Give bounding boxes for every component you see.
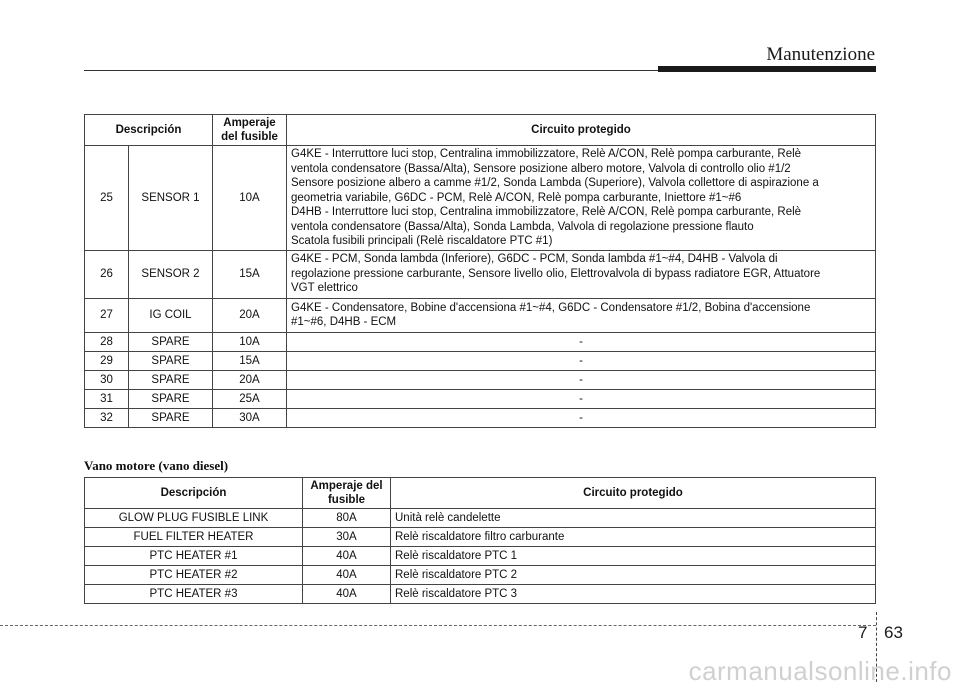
fuse-number-cell: 30 (85, 370, 129, 389)
fuse-circuit-cell: Unità relè candelette (391, 509, 876, 528)
watermark: carmanualsonline.info (688, 656, 952, 686)
chapter-number: 7 (858, 623, 868, 642)
fuse-amperage-cell: 10A (213, 146, 287, 251)
fuse-circuit-cell: - (287, 370, 876, 389)
fuse-description-cell: GLOW PLUG FUSIBLE LINK (85, 509, 303, 528)
column-header-description: Descripción (85, 115, 213, 146)
fuse-description-cell: IG COIL (129, 298, 213, 332)
fuse-circuit-cell: - (287, 332, 876, 351)
fuse-table-engine (84, 114, 876, 428)
fuse-amperage-cell: 40A (303, 547, 391, 566)
fuse-amperage-cell: 40A (303, 566, 391, 585)
fuse-number-cell: 31 (85, 389, 129, 408)
fuse-amperage-cell: 10A (213, 332, 287, 351)
fuse-description-cell: SENSOR 2 (129, 250, 213, 298)
table-row (85, 351, 876, 370)
fuse-circuit-cell: - (287, 389, 876, 408)
column-header-circuit: Circuito protegido (287, 115, 876, 146)
table-row (85, 250, 876, 298)
table-row (85, 146, 876, 251)
column-header-circuit: Circuito protegido (391, 478, 876, 509)
column-header-amperage: Amperaje del fusible (303, 478, 391, 509)
header-rule-accent (658, 66, 876, 72)
fuse-circuit-cell: G4KE - PCM, Sonda lambda (Inferiore), G6DC - PCM, Sonda lambda #1~#4, D4HB - Valvola di regolazione pressione carburante, Sensore livello olio, Elettrovalvola di bypass radiatore EGR, Attuatore VGT elettrico (287, 250, 876, 298)
fuse-description-cell: PTC HEATER #2 (85, 566, 303, 585)
fuse-amperage-cell: 40A (303, 585, 391, 604)
fuse-amperage-cell: 30A (303, 528, 391, 547)
fuse-number-cell: 26 (85, 250, 129, 298)
fuse-circuit-cell: Relè riscaldatore PTC 1 (391, 547, 876, 566)
fuse-amperage-cell: 15A (213, 351, 287, 370)
fuse-amperage-cell: 15A (213, 250, 287, 298)
table-row (85, 528, 876, 547)
fuse-amperage-cell: 30A (213, 408, 287, 427)
fuse-circuit-cell: - (287, 351, 876, 370)
fuse-number-cell: 29 (85, 351, 129, 370)
fuse-description-cell: SPARE (129, 389, 213, 408)
fuse-number-cell: 25 (85, 146, 129, 251)
fuse-circuit-cell: G4KE - Condensatore, Bobine d'accensiona #1~#4, G6DC - Condensatore #1/2, Bobina d'accensione #1~#6, D4HB - ECM (287, 298, 876, 332)
table-row (85, 408, 876, 427)
fuse-number-cell: 27 (85, 298, 129, 332)
fuse-circuit-cell: - (287, 408, 876, 427)
fuse-description-cell: SPARE (129, 370, 213, 389)
footer-dashed-rule (0, 625, 876, 626)
page-number: 63 (884, 623, 903, 642)
header-rule (84, 70, 660, 71)
fuse-description-cell: PTC HEATER #3 (85, 585, 303, 604)
fuse-description-cell: SPARE (129, 408, 213, 427)
table-row (85, 298, 876, 332)
fuse-circuit-cell: G4KE - Interruttore luci stop, Centralina immobilizzatore, Relè A/CON, Relè pompa carburante, Relè ventola condensatore (Bassa/Alta), Sensore posizione albero motore, Valvola di controllo olio #1/2 Sensore posizione albero a camme #1/2, Sonda Lambda (Superiore), Valvola collettore di aspirazione a geometria variabile, G6DC - PCM, Relè A/CON, Relè pompa carburante, Iniettore #1~#6 D4HB - Interruttore luci stop, Centralina immobilizzatore, Relè A/CON, Relè pompa carburante, Relè ventola condensatore (Bassa/Alta), Sonda Lambda, Valvola di regolazione pressione flauto Scatola fusibili principali (Relè riscaldatore PTC #1) (287, 146, 876, 251)
fuse-amperage-cell: 20A (213, 298, 287, 332)
column-header-description: Descripción (85, 478, 303, 509)
fuse-circuit-cell: Relè riscaldatore filtro carburante (391, 528, 876, 547)
fuse-circuit-cell: Relè riscaldatore PTC 2 (391, 566, 876, 585)
table-row (85, 547, 876, 566)
table-row (85, 566, 876, 585)
table-row (85, 370, 876, 389)
fuse-number-cell: 32 (85, 408, 129, 427)
fuse-amperage-cell: 25A (213, 389, 287, 408)
table-row (85, 389, 876, 408)
fuse-description-cell: SPARE (129, 332, 213, 351)
table-row (85, 509, 876, 528)
table-row (85, 585, 876, 604)
page-header-title: Manutenzione (766, 44, 875, 65)
column-header-amperage: Amperaje del fusible (213, 115, 287, 146)
fuse-circuit-cell: Relè riscaldatore PTC 3 (391, 585, 876, 604)
section-title: Vano motore (vano diesel) (84, 458, 229, 473)
fuse-amperage-cell: 20A (213, 370, 287, 389)
fuse-number-cell: 28 (85, 332, 129, 351)
fuse-description-cell: SENSOR 1 (129, 146, 213, 251)
fuse-description-cell: PTC HEATER #1 (85, 547, 303, 566)
fuse-description-cell: FUEL FILTER HEATER (85, 528, 303, 547)
table-row (85, 332, 876, 351)
fuse-description-cell: SPARE (129, 351, 213, 370)
fuse-table-diesel (84, 477, 876, 604)
fuse-amperage-cell: 80A (303, 509, 391, 528)
